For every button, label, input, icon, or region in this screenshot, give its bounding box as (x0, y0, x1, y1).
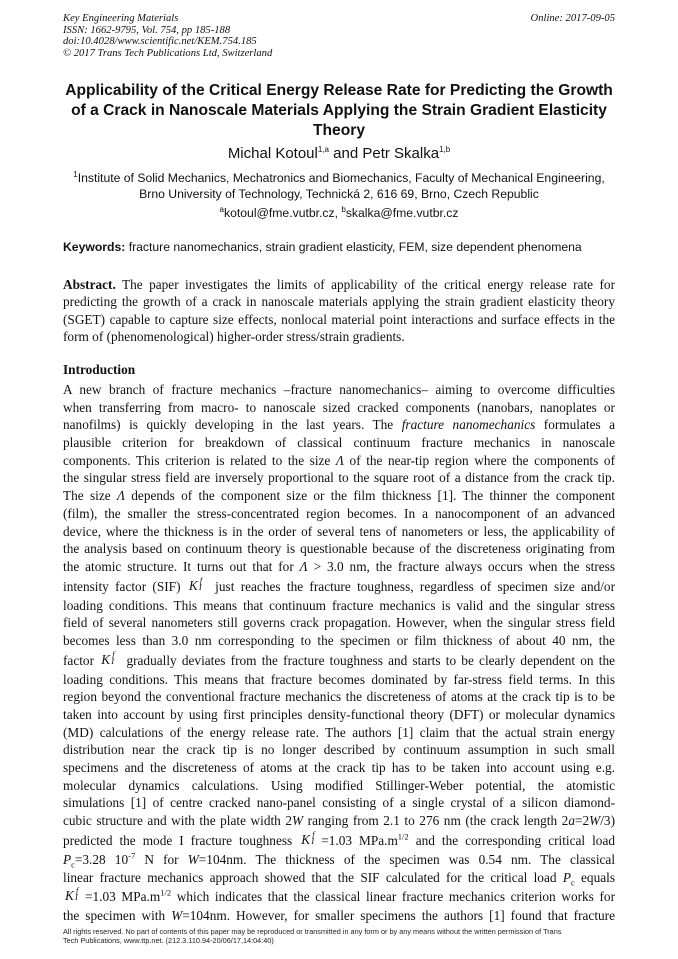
email-a-sup: a (219, 204, 224, 214)
body-line: loading conditions. This means that continuum fracture mechanics is valid and the singular stress (63, 597, 615, 613)
body-line: loading conditions. This means that fracture becomes dominated by far-stress field terms. In this (63, 671, 615, 687)
body-line: nanofilms) is quickly developing in the last years. The fracture nanomechanics formulates a (63, 417, 615, 433)
online-date: Online: 2017-09-05 (530, 13, 615, 24)
body-line: field of several nanometers still governs crack propagation. However, when the singular stress field (63, 615, 615, 631)
email-line (63, 206, 615, 220)
body-line: K f I =1.03 $MPa.m^{1/2}$ which indicates that the classical linear fracture mechanics criterion works for (65, 886, 615, 905)
paper-title: Applicability of the Critical Energy Release Rate for Predicting the Growth of a Crack in Nanoscale Materials Applying the Strain Gradient Elasticity Theory (65, 82, 613, 139)
body-line: (film), the smaller the stress-concentrated region becomes. In a nanocomponent of an advanced (63, 505, 615, 521)
body-line: when transferring from macro- to nanoscale sized cracked components (nanobars, nanoplates or (63, 399, 615, 415)
keywords (63, 240, 615, 255)
body-line: intensity factor (SIF) K f I just reaches the fracture toughness, regardless of specimen size and/or (63, 575, 615, 594)
journal-header (63, 13, 615, 59)
body-line: the analysis based on continuum theory is questionable because of the discreteness originating from (63, 541, 615, 557)
body-line: components. This criterion is related to the size Λ of the near-tip region where the components of (63, 452, 615, 468)
k-if-symbol: K f I (101, 649, 115, 667)
email-b: skalka@fme.vutbr.cz (345, 206, 459, 220)
body-line: plausible criterion for breakdown of classical continuum fracture mechanics in nanoscale (63, 435, 615, 451)
affiliation (63, 170, 615, 202)
body-line: becomes less than 3.0 nm corresponding to the specimen or film thickness of about 40 nm, the (63, 632, 615, 648)
body-line: A new branch of fracture mechanics –fracture nanomechanics– aiming to overcome difficulties (63, 382, 615, 397)
affiliation-line-2: Brno University of Technology, Technická 2, 616 69, Brno, Czech Republic (139, 187, 539, 201)
body-line: the singular stress field are inversely proportional to the square root of a distance from the crack tip. (63, 470, 615, 486)
abstract-label: Abstract. (63, 277, 116, 292)
body-line: factor K f I gradually deviates from the fracture toughness and starts to be clearly dependent on the (63, 649, 615, 668)
email-b-sup: b (341, 204, 346, 214)
body-line: the atomic structure. It turns out that for Λ > 3.0 nm, the fracture always occurs when the stress (63, 558, 615, 574)
k-if-symbol: K f I (65, 886, 79, 904)
author-conjunction: and (333, 145, 359, 162)
rights-footer (63, 927, 623, 945)
author-1-sup: 1,a (317, 145, 329, 154)
body-line: simulations [1] of centre cracked nano-panel consisting of a single crystal of a silicon diamond- (63, 795, 615, 811)
body-line: region beyond the conventional fracture mechanics the discreteness of atoms at the crack tip is to be (63, 689, 615, 705)
abstract (63, 276, 615, 345)
email-a: kotoul@fme.vutbr.cz, (224, 206, 338, 220)
lambda-symbol: Λ (299, 558, 308, 574)
body-line: the specimen with W=104nm. However, for smaller specimens the authors [1] found that fracture (63, 908, 615, 924)
author-2-sup: 1,b (439, 145, 451, 154)
body-line: cubic structure and with the plate width 2W ranging from 2.1 to 276 nm (the crack length 2a=2W/3) (63, 813, 615, 829)
keywords-text: fracture nanomechanics, strain gradient elasticity, FEM, size dependent phenomena (128, 240, 582, 254)
body-line: distribution near the crack tip is no longer described by continuum assumption in such small (63, 742, 615, 758)
issn-line: ISSN: 1662-9795, Vol. 754, pp 185-188 (63, 24, 231, 36)
body-line: $P_c=3.28$ $10^{-7}$ N for W=104nm. The thickness of the specimen was 0.54 nm. The classical (63, 850, 615, 869)
footer-line-2: Tech Publications, www.ttp.net. (212.3.110.94-20/06/17,14:04:40) (63, 936, 274, 945)
body-line: (MD) calculations of the energy release rate. The authors [1] claim that the actual strain energy (63, 724, 615, 740)
body-line: molecular dynamics calculations. Using modified Stillinger-Weber potential, the atomistic (63, 777, 615, 793)
k-if-symbol: K f I (188, 575, 203, 593)
affiliation-sup: 1 (73, 169, 78, 179)
body-line: predicted the mode I fracture toughness K f I =1.03 $MPa.m^{1/2}$ and the corresponding critical load (63, 829, 615, 848)
introduction-body (63, 381, 615, 925)
author-2: Petr Skalka (362, 145, 440, 162)
journal-name: Key Engineering Materials (63, 13, 179, 24)
copyright-line: © 2017 Trans Tech Publications Ltd, Switzerland (63, 47, 273, 59)
body-line: linear fracture mechanics approach showed that the SIF calculated for the critical load $P_c$ equals (63, 869, 615, 887)
body-line: device, where the thickness is in the order of several tens of nanometers or less, the applicability of (63, 523, 615, 539)
emphasis-term: fracture nanomechanics (401, 417, 536, 433)
body-line: taken into account by using first principles density-functional theory (DFT) or molecular dynamics (63, 707, 615, 722)
body-line: specimens and the discreteness of atoms at the crack tip has to be taken into account using e.g. (63, 760, 615, 776)
body-line: The size Λ depends of the component size or the film thickness [1]. The thinner the component (63, 488, 615, 504)
author-line (63, 145, 615, 163)
affiliation-line-1: Institute of Solid Mechanics, Mechatronics and Biomechanics, Faculty of Mechanical Engineering, (77, 171, 605, 185)
keywords-label: Keywords: (63, 240, 126, 254)
lambda-symbol: Λ (116, 488, 125, 504)
footer-line-1: All rights reserved. No part of contents of this paper may be reproduced or transmitted in any form or by any means without the written permission of Trans (63, 927, 562, 936)
author-1: Michal Kotoul (227, 145, 318, 162)
section-heading-introduction: Introduction (63, 362, 136, 377)
k-if-symbol: K f I (301, 829, 315, 847)
abstract-text: The paper investigates the limits of applicability of the critical energy release rate for predicting the growth of a crack in nanoscale materials applying the strain gradient elasticity theory (SGET) capable to capture size effects, nonlocal material point interactions and surface effects in the form of (phenomenological) higher-order stress/strain gradients. (63, 277, 615, 344)
doi-line: doi:10.4028/www.scientific.net/KEM.754.185 (63, 36, 257, 48)
lambda-symbol: Λ (335, 452, 344, 468)
